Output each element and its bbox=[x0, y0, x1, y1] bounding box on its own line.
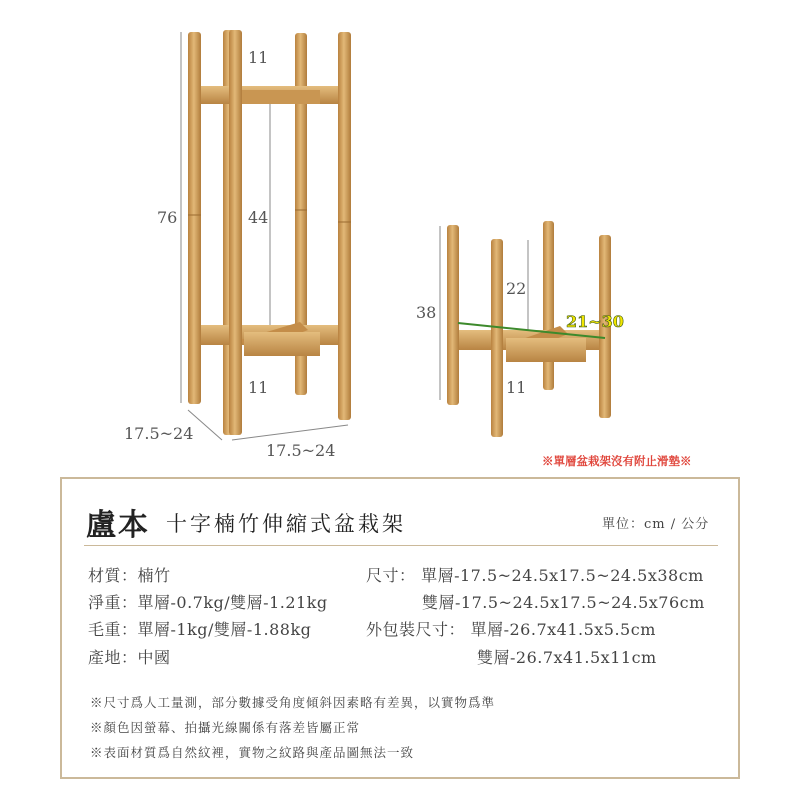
anti-slip-warning: ※單層盆栽架沒有附止滑墊※ bbox=[542, 454, 692, 468]
spec-net-weight: 淨重：單層-0.7kg/雙層-1.21kg bbox=[88, 593, 328, 612]
tall-depth-dimension: 17.5~24 bbox=[124, 424, 194, 443]
spec-size-double: 雙層-17.5~24.5x17.5~24.5x76cm bbox=[422, 593, 705, 612]
spec-size-single: 尺寸： 單層-17.5~24.5x17.5~24.5x38cm bbox=[366, 566, 704, 585]
short-total-dimension: 38 bbox=[416, 303, 437, 322]
tall-top-dimension: 11 bbox=[248, 48, 269, 67]
unit-label: 單位：cm / 公分 bbox=[602, 517, 710, 532]
spec-material: 材質：楠竹 bbox=[88, 566, 171, 585]
spec-gross-weight: 毛重：單層-1kg/雙層-1.88kg bbox=[88, 620, 312, 639]
short-span-dimension: 21~30 bbox=[566, 312, 624, 331]
note-texture: ※表面材質爲自然紋裡，實物之紋路與產品圖無法一致 bbox=[90, 745, 415, 760]
product-title: 十字楠竹伸縮式盆栽架 bbox=[166, 512, 406, 536]
tall-mid-dimension: 44 bbox=[248, 208, 269, 227]
spec-package-single: 外包裝尺寸： 單層-26.7x41.5x5.5cm bbox=[366, 620, 656, 639]
note-color: ※顏色因螢幕、拍攝光線關係有落差皆屬正常 bbox=[90, 720, 361, 735]
short-mid-dimension: 22 bbox=[506, 279, 527, 298]
title-divider bbox=[84, 545, 718, 546]
short-bottom-dimension: 11 bbox=[506, 378, 527, 397]
tall-total-dimension: 76 bbox=[157, 208, 178, 227]
tall-width-dimension: 17.5~24 bbox=[266, 441, 336, 460]
brand-title: 盧本 bbox=[86, 508, 150, 543]
tall-bottom-dimension: 11 bbox=[248, 378, 269, 397]
spec-package-double: 雙層-26.7x41.5x11cm bbox=[477, 648, 657, 667]
note-measurement: ※尺寸爲人工量測，部分數據受角度傾斜因素略有差異，以實物爲準 bbox=[90, 695, 496, 710]
spec-origin: 產地：中國 bbox=[88, 648, 171, 667]
